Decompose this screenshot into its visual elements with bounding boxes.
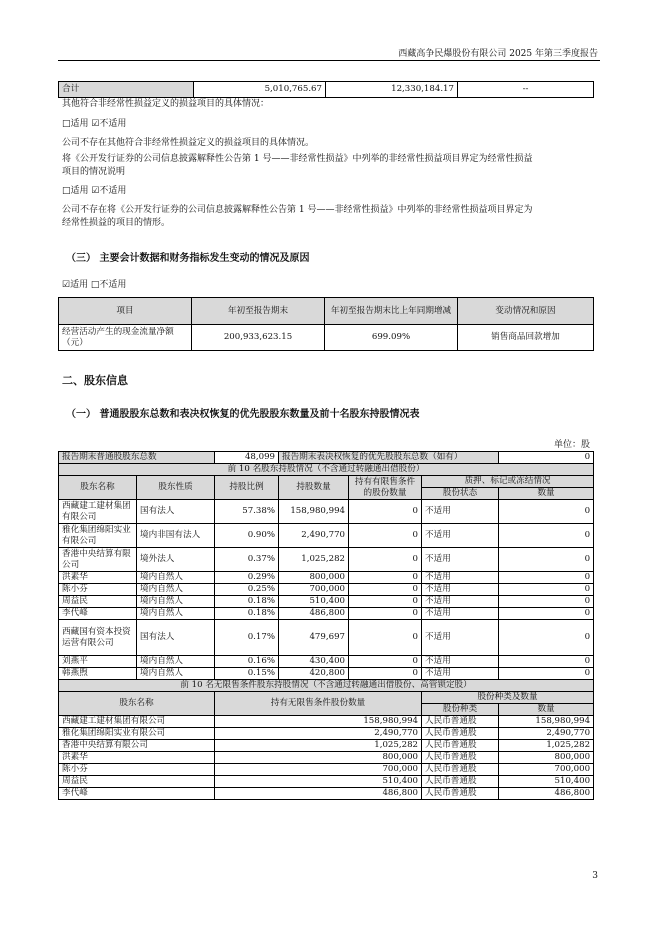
col-header-name: 股东名称: [59, 476, 137, 500]
shareholder-status: 不适用: [422, 620, 499, 656]
table-row: [59, 524, 594, 548]
section-3-title: （三） 主要会计数据和财务指标发生变动的情况及原因: [66, 253, 310, 264]
table-row: [59, 596, 594, 608]
shareholder-restricted: 0: [349, 656, 422, 668]
shareholder-restricted: 0: [349, 572, 422, 584]
unres-kind: 人民币普通股: [422, 716, 499, 728]
shareholder-pledge-count: 0: [499, 620, 594, 656]
col-header-pledge: 质押、标记或冻结情况: [422, 476, 594, 488]
shareholder-qty: 158,980,994: [279, 500, 349, 524]
shareholder-nature: 国有法人: [137, 500, 215, 524]
table-header-row: [59, 476, 594, 488]
total-label: 合计: [59, 82, 194, 98]
explanation-line-1: 将《公开发行证券的公司信息披露解释性公告第 1 号——非经常性损益》中列举的非经常性损益项目界定为经常性损益: [62, 154, 533, 164]
shareholder-pledge-count: 0: [499, 500, 594, 524]
table-row: [59, 716, 594, 728]
page-number: 3: [592, 871, 598, 881]
col-header-qty: 持股数量: [279, 476, 349, 500]
table-row: [59, 788, 594, 800]
header-divider: [58, 60, 600, 61]
table-row: [59, 464, 594, 476]
shareholder-restricted: 0: [349, 584, 422, 596]
unres-qty: 1,025,282: [215, 740, 422, 752]
shareholder-pledge-count: 0: [499, 548, 594, 572]
unres-col-kind: 股份种类: [422, 704, 499, 716]
shareholder-status: 不适用: [422, 500, 499, 524]
shareholder-qty: 420,800: [279, 668, 349, 680]
unres-name: 李代峰: [59, 788, 215, 800]
shareholder-ratio: 0.15%: [215, 668, 279, 680]
shareholder-status: 不适用: [422, 656, 499, 668]
shareholder-restricted: 0: [349, 500, 422, 524]
table-row: [59, 752, 594, 764]
shareholder-nature: 境内自然人: [137, 572, 215, 584]
unres-col-count: 数量: [499, 704, 594, 716]
shareholder-status: 不适用: [422, 596, 499, 608]
total-value-3: --: [458, 82, 594, 98]
unres-qty: 510,400: [215, 776, 422, 788]
statement-line-2: 经常性损益的项目的情形。: [62, 218, 171, 228]
unres-kind: 人民币普通股: [422, 776, 499, 788]
total-holders-value: 48,099: [215, 452, 279, 464]
shareholder-status: 不适用: [422, 524, 499, 548]
total-row-table: [58, 81, 594, 98]
shareholder-status: 不适用: [422, 584, 499, 596]
col-header-status: 股份状态: [422, 488, 499, 500]
shareholder-pledge-count: 0: [499, 524, 594, 548]
shareholder-ratio: 0.18%: [215, 608, 279, 620]
unres-kind: 人民币普通股: [422, 728, 499, 740]
explanation-line-2: 项目的情况说明: [62, 167, 126, 177]
table-header-row: [59, 692, 594, 704]
table-row: [59, 548, 594, 572]
col-header-count: 数量: [499, 488, 594, 500]
unres-name: 周益民: [59, 776, 215, 788]
table-row: [59, 500, 594, 524]
shareholder-qty: 800,000: [279, 572, 349, 584]
shareholder-name: 李代峰: [59, 608, 137, 620]
applicable-checkbox-2: □适用 ☑不适用: [62, 186, 127, 196]
shareholder-pledge-count: 0: [499, 596, 594, 608]
shareholder-nature: 境内非国有法人: [137, 524, 215, 548]
shareholder-name: 香港中央结算有限公司: [59, 548, 137, 572]
shareholder-qty: 479,697: [279, 620, 349, 656]
shareholder-name: 西藏建工建材集团有限公司: [59, 500, 137, 524]
table-cell: 经营活动产生的现金流量净额（元）: [59, 325, 192, 351]
table-row: [59, 656, 594, 668]
table-row: [59, 608, 594, 620]
shareholder-name: 周益民: [59, 596, 137, 608]
unres-qty: 158,980,994: [215, 716, 422, 728]
statement-line-1: 公司不存在将《公开发行证券的公司信息披露解释性公告第 1 号——非经常性损益》中列举的非经常性损益项目界定为: [62, 205, 533, 215]
shareholder-pledge-count: 0: [499, 668, 594, 680]
preferred-holders-value: 0: [499, 452, 594, 464]
shareholder-restricted: 0: [349, 668, 422, 680]
total-holders-label: 报告期末普通股股东总数: [59, 452, 215, 464]
table-row: [59, 620, 594, 656]
unres-qty: 800,000: [215, 752, 422, 764]
table-row: [59, 764, 594, 776]
total-value-2: 12,330,184.17: [326, 82, 458, 98]
shareholder-name: 洪素华: [59, 572, 137, 584]
shareholder-status: 不适用: [422, 608, 499, 620]
unres-count: 158,980,994: [499, 716, 594, 728]
shareholder-pledge-count: 0: [499, 608, 594, 620]
unres-name: 西藏建工建材集团有限公司: [59, 716, 215, 728]
table-row: [59, 740, 594, 752]
unres-qty: 700,000: [215, 764, 422, 776]
shareholder-name: 陈小芬: [59, 584, 137, 596]
unres-col-name: 股东名称: [59, 692, 215, 716]
unres-kind: 人民币普通股: [422, 752, 499, 764]
report-header: 西藏高争民爆股份有限公司 2025 年第三季度报告: [398, 49, 598, 59]
shareholder-qty: 430,400: [279, 656, 349, 668]
col-header: 项目: [59, 298, 192, 325]
shareholder-nature: 国有法人: [137, 620, 215, 656]
preferred-holders-label: 报告期末表决权恢复的优先股股东总数（如有）: [279, 452, 499, 464]
unres-count: 510,400: [499, 776, 594, 788]
shareholder-ratio: 0.16%: [215, 656, 279, 668]
shareholder-ratio: 0.90%: [215, 524, 279, 548]
unres-kind: 人民币普通股: [422, 788, 499, 800]
shareholder-qty: 1,025,282: [279, 548, 349, 572]
shareholder-pledge-count: 0: [499, 572, 594, 584]
applicable-checkbox-3: ☑适用 □不适用: [62, 280, 127, 290]
table-row: [59, 572, 594, 584]
shareholder-name: 韩燕煦: [59, 668, 137, 680]
shareholder-ratio: 0.25%: [215, 584, 279, 596]
table-cell: 销售商品回款增加: [458, 325, 594, 351]
unres-name: 洪素华: [59, 752, 215, 764]
shareholder-status: 不适用: [422, 548, 499, 572]
shareholder-restricted: 0: [349, 548, 422, 572]
shareholder-qty: 700,000: [279, 584, 349, 596]
table-row: [59, 325, 594, 351]
shareholder-qty: 2,490,770: [279, 524, 349, 548]
shareholder-qty: 510,400: [279, 596, 349, 608]
shareholder-nature: 境内自然人: [137, 584, 215, 596]
unres-name: 雅化集团绵阳实业有限公司: [59, 728, 215, 740]
unres-name: 香港中央结算有限公司: [59, 740, 215, 752]
other-items-statement: 公司不存在其他符合非经常性损益定义的损益项目的具体情况。: [62, 138, 315, 148]
shareholder-status: 不适用: [422, 572, 499, 584]
shareholder-nature: 境内自然人: [137, 596, 215, 608]
unres-count: 700,000: [499, 764, 594, 776]
shareholders-table: [58, 451, 594, 800]
unit-label: 单位：股: [553, 440, 590, 450]
total-value-1: 5,010,765.67: [194, 82, 326, 98]
other-items-heading: 其他符合非经常性损益定义的损益项目的具体情况：: [62, 99, 270, 109]
unres-count: 1,025,282: [499, 740, 594, 752]
shareholder-qty: 486,800: [279, 608, 349, 620]
shareholder-pledge-count: 0: [499, 656, 594, 668]
unres-count: 2,490,770: [499, 728, 594, 740]
table-row: [59, 680, 594, 692]
col-header-ratio: 持股比例: [215, 476, 279, 500]
unres-col-kind-group: 股份种类及数量: [422, 692, 594, 704]
shareholder-ratio: 0.37%: [215, 548, 279, 572]
table-cell: 699.09%: [325, 325, 458, 351]
unres-name: 陈小芬: [59, 764, 215, 776]
col-header: 年初至报告期末: [192, 298, 325, 325]
shareholder-ratio: 0.17%: [215, 620, 279, 656]
shareholder-nature: 境内自然人: [137, 668, 215, 680]
unres-count: 486,800: [499, 788, 594, 800]
shareholder-restricted: 0: [349, 608, 422, 620]
shareholder-name: 刘燕平: [59, 656, 137, 668]
shareholder-nature: 境外法人: [137, 548, 215, 572]
shareholder-restricted: 0: [349, 524, 422, 548]
table-header-row: [59, 298, 594, 325]
table-row: [59, 776, 594, 788]
shareholder-restricted: 0: [349, 620, 422, 656]
shareholders-section-title: 二、股东信息: [62, 374, 128, 387]
unres-kind: 人民币普通股: [422, 740, 499, 752]
shareholder-name: 西藏国有资本投资运营有限公司: [59, 620, 137, 656]
shareholder-ratio: 0.18%: [215, 596, 279, 608]
top10-title: 前 10 名股东持股情况（不含通过转融通出借股份）: [59, 464, 594, 476]
shareholder-ratio: 57.38%: [215, 500, 279, 524]
shareholder-name: 雅化集团绵阳实业有限公司: [59, 524, 137, 548]
table-cell: 200,933,623.15: [192, 325, 325, 351]
unres-qty: 486,800: [215, 788, 422, 800]
unres-qty: 2,490,770: [215, 728, 422, 740]
unrestricted-title: 前 10 名无限售条件股东持股情况（不含通过转融通出借股份、高管锁定股）: [59, 680, 594, 692]
table-row: [59, 584, 594, 596]
unres-col-qty: 持有无限售条件股份数量: [215, 692, 422, 716]
col-header-restricted: 持有有限售条件的股份数量: [349, 476, 422, 500]
table-row: [59, 668, 594, 680]
col-header: 变动情况和原因: [458, 298, 594, 325]
applicable-checkbox-1: □适用 ☑不适用: [62, 119, 127, 129]
unres-count: 800,000: [499, 752, 594, 764]
shareholders-subtitle: （一） 普通股股东总数和表决权恢复的优先股股东数量及前十名股东持股情况表: [66, 409, 420, 420]
table-row: [59, 82, 594, 98]
shareholder-nature: 境内自然人: [137, 608, 215, 620]
shareholder-ratio: 0.29%: [215, 572, 279, 584]
unres-kind: 人民币普通股: [422, 764, 499, 776]
financial-change-table: [58, 297, 594, 351]
shareholder-restricted: 0: [349, 596, 422, 608]
col-header: 年初至报告期末比上年同期增减: [325, 298, 458, 325]
col-header-nature: 股东性质: [137, 476, 215, 500]
table-row: [59, 728, 594, 740]
shareholder-nature: 境内自然人: [137, 656, 215, 668]
table-row: [59, 452, 594, 464]
shareholder-status: 不适用: [422, 668, 499, 680]
shareholder-pledge-count: 0: [499, 584, 594, 596]
